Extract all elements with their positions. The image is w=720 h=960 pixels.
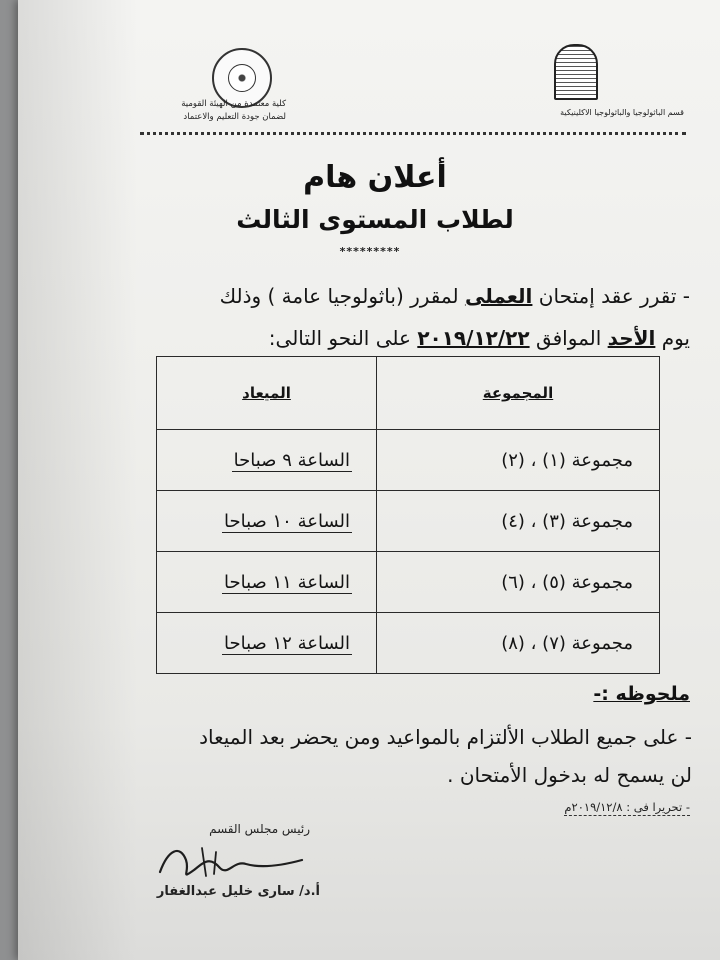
signatory-name: أ.د/ سارى خليل عبدالغفار <box>156 884 320 899</box>
note-heading: ملحوظه :- <box>593 683 690 705</box>
table-row <box>157 491 660 552</box>
time-cell: الساعة ١٢ صباحا <box>157 613 377 674</box>
table-row <box>157 552 660 613</box>
group-column-header: المجموعة <box>377 357 660 430</box>
handwritten-signature <box>150 830 310 890</box>
stars-divider: ********* <box>339 245 401 258</box>
time-column-header: الميعاد <box>157 357 377 430</box>
group-cell: مجموعة (٣) ، (٤) <box>377 491 660 552</box>
schedule-table <box>156 356 660 674</box>
note-line-1: - على جميع الطلاب الألتزام بالمواعيد ومن يحضر بعد الميعاد <box>199 725 692 749</box>
group-cell: مجموعة (٥) ، (٦) <box>377 552 660 613</box>
time-cell: الساعة ١١ صباحا <box>157 552 377 613</box>
accreditation-text: كلية معتمدة من الهيئة القومية لضمان جودة التعليم والاعتماد <box>181 99 286 122</box>
announcement-title: أعلان هام <box>303 160 447 195</box>
exam-announcement-line2: يوم الأحد الموافق ٢٠١٩/١٢/٢٢ على النحو التالى: <box>268 326 690 350</box>
time-cell: الساعة ١٠ صباحا <box>157 491 377 552</box>
exam-announcement-line1: - تقرر عقد إمتحان العملى لمقرر (باثولوجيا عامة ) وذلك <box>219 284 690 308</box>
group-cell: مجموعة (١) ، (٢) <box>377 430 660 491</box>
header-divider <box>140 132 686 135</box>
note-line-2: لن يسمح له بدخول الأمتحان . <box>447 763 692 787</box>
department-name: قسم الباثولوجيا والباثولوجيا الاكلينيكية <box>560 108 684 117</box>
table-row <box>157 613 660 674</box>
university-logo <box>554 44 598 100</box>
time-cell: الساعة ٩ صباحا <box>157 430 377 491</box>
chair-title: رئيس مجلس القسم <box>209 822 310 836</box>
table-header-row <box>157 357 660 430</box>
announcement-subtitle: لطلاب المستوى الثالث <box>236 205 514 234</box>
table-row <box>157 430 660 491</box>
group-cell: مجموعة (٧) ، (٨) <box>377 613 660 674</box>
issue-date: - تحريرا فى : ٢٠١٩/١٢/٨م <box>564 800 690 814</box>
